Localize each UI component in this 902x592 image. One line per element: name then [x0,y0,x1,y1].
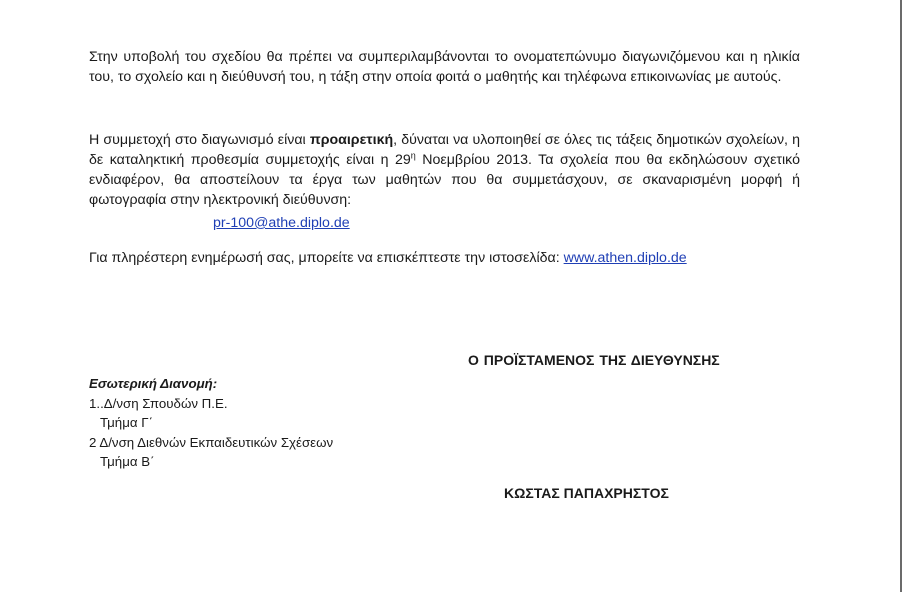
participation-paragraph [89,130,800,210]
date-ordinal-superscript: η [410,150,416,161]
distribution-heading: Εσωτερική Διανομή: [89,376,218,391]
email-line [213,213,350,233]
participation-end: Νοεμβρίου 2013. Τα σχολεία που θα εκδηλώσουν σχετικό ενδιαφέρον, θα αποστείλουν τα έργα των μαθητών που θα συμμετάσχουν, σε σκαναρισμένη μορφή ή φωτογραφία στην ηλεκτρονική διεύθυνση: [89,152,800,208]
signatory-title: Ο ΠΡΟΪΣΤΑΜΕΝΟΣ ΤΗΣ ΔΙΕΥΘΥΝΣΗΣ [468,352,720,368]
internal-distribution [89,374,333,472]
distribution-item-2: 2 Δ/νση Διεθνών Εκπαιδευτικών Σχέσεων [89,434,334,450]
website-text: Για πληρέστερη ενημέρωσή σας, μπορείτε να επισκέπτεστε την ιστοσελίδα: [89,250,564,266]
submission-requirements-paragraph: Στην υποβολή του σχεδίου θα πρέπει να συμπεριλαμβάνονται το ονοματεπώνυμο διαγωνιζόμενου και η ηλικία του, το σχολείο και η διεύθυνσή του, η τάξη στην οποία φοιτά ο μαθητής και τηλέφωνα επικοινωνίας με αυτούς. [89,49,800,85]
distribution-item-2-department: Τμήμα Β΄ [100,454,155,469]
distribution-item-1-department: Τμήμα Γ΄ [100,415,153,430]
email-link[interactable]: pr-100@athe.diplo.de [213,215,350,231]
website-link[interactable]: www.athen.diplo.de [563,250,687,266]
optional-emphasis: προαιρετική [309,132,394,148]
distribution-item-1: 1..Δ/νση Σπουδών Π.Ε. [89,395,228,411]
participation-middle: , δύναται να υλοποιηθεί σε όλες τις τάξεις δημοτικών σχολείων, η δε καταληκτική προθεσμία συμμετοχής είναι η 29 [89,132,801,168]
participation-intro: Η συμμετοχή στο διαγωνισμό είναι [89,132,310,148]
website-paragraph [89,248,809,268]
signatory-name: ΚΩΣΤΑΣ ΠΑΠΑΧΡΗΣΤΟΣ [504,485,669,501]
